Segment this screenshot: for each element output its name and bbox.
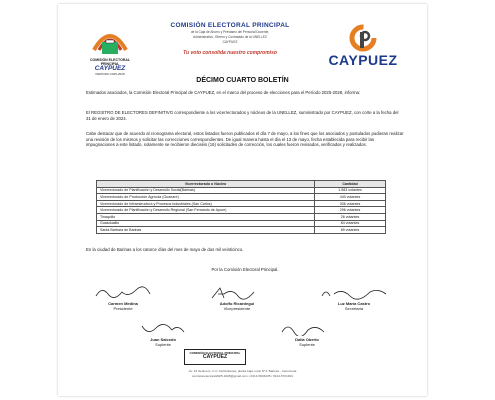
- signature-scribble-icon: [272, 322, 342, 336]
- table-row: [97, 194, 386, 201]
- nucleus-cell: Santa Bárbara de Barinas: [97, 227, 315, 234]
- nucleus-cell: Vicerrectorado de Planificación y Desarrollo Regional (San Fernando de Apure): [97, 207, 315, 214]
- table-header-row: [97, 181, 386, 188]
- table-row: [97, 213, 386, 220]
- document-page: [58, 4, 427, 396]
- signer-name: Adolfo Ricardegui: [219, 301, 255, 306]
- signer-name: Juan Salcedo: [150, 337, 176, 342]
- quantity-cell: 89 votantes: [315, 227, 386, 234]
- table-row: [97, 187, 386, 194]
- footer: [58, 369, 427, 378]
- table-row: [97, 207, 386, 214]
- paragraph-registry: El REGISTRO DE ELECTORES DEFINITIVO correspondiente a los vicerrectorados y núcleos de la UNELLEZ, suministrado por CAYPUEZ, con corte a la fecha del 31 de enero de 2024.: [86, 110, 399, 121]
- signature-vicepresident: [202, 286, 272, 311]
- closing-paragraph: En la ciudad de Barinas a los catorce días del mes de mayo de dos mil veinticinco.: [86, 247, 244, 252]
- quantity-cell: 306 votantes: [315, 200, 386, 207]
- quantity-cell: 296 votantes: [315, 207, 386, 214]
- signer-role: Suplente: [155, 342, 171, 347]
- paragraph-intro: Estimados asociados, la Comisión Electoral Principal de CAYPUEZ, en el marco del proceso de elecciones para el Período 2025-2028, informa:: [86, 90, 361, 95]
- letterhead-title: COMISIÓN ELECTORAL PRINCIPAL: [170, 22, 290, 29]
- left-logo-period: PERIODO 2025-2028: [95, 72, 125, 76]
- signature-secretary: [316, 286, 392, 311]
- letterhead-subtitle-2: Administrativo, Obrero y Contratado de la UNELLEZ: [193, 35, 267, 39]
- signer-name: Luz María Castro: [337, 301, 371, 306]
- signer-role: Vicepresidente: [223, 306, 251, 311]
- commission-logo: [86, 20, 134, 76]
- signed-by: Por la Comisión Electoral Principal.: [211, 267, 279, 272]
- nucleus-cell: Vicerrectorado de Planificación y Desarrollo Social(Barinas): [97, 187, 315, 194]
- quantity-cell: 84 votantes: [315, 220, 386, 227]
- signer-role: Presidente: [113, 306, 133, 311]
- signature-alternate-2: [272, 322, 342, 347]
- signature-alternate-1: [128, 322, 198, 347]
- nucleus-cell: Vicerrectorado de Producción Agrícola (Guanare): [97, 194, 315, 201]
- signer-name: Dalia Oberto: [295, 337, 319, 342]
- voters-table: [96, 180, 386, 234]
- quantity-cell: 1.583 votantes: [315, 187, 386, 194]
- signer-role: Suplente: [299, 342, 315, 347]
- nucleus-cell: Tinaquillo: [97, 213, 315, 220]
- table-row: [97, 220, 386, 227]
- nucleus-cell: Guasdualito: [97, 220, 315, 227]
- column-header-quantity: Cantidad: [315, 181, 386, 188]
- left-logo-brand: CAYPUEZ: [94, 65, 126, 72]
- signature-president: [88, 286, 158, 311]
- signature-scribble-icon: [128, 322, 198, 336]
- footer-address: Av. 23 de Enero, C.C. Doña Eloisa, planta baja, local N°3. Barinas - Venezuela: [188, 369, 297, 373]
- table-row: [97, 200, 386, 207]
- table-row: [97, 227, 386, 234]
- letterhead-subtitle-1: de la Caja de Ahorro y Préstamo del Personal Docente,: [190, 30, 270, 34]
- caypuez-emblem-icon: [323, 24, 403, 52]
- ballot-box-icon: [86, 20, 134, 60]
- letterhead: [140, 22, 320, 56]
- slogan: Tu voto consolida nuestro compromiso: [183, 50, 277, 56]
- letterhead-subtitle-3: CAYPUEZ: [222, 40, 238, 44]
- caypuez-logo: [323, 24, 403, 76]
- caypuez-wordmark: CAYPUEZ: [328, 52, 398, 68]
- signature-scribble-icon: [88, 286, 158, 300]
- stamp-line-1: COMISIÓN ELECTORAL PRINCIPAL: [189, 351, 241, 355]
- quantity-cell: 440 votantes: [315, 194, 386, 201]
- signer-name: Carmen Medina: [108, 301, 138, 306]
- nucleus-cell: Vicerrectorado de Infraestructura y Procesos Industriales (San Carlos): [97, 200, 315, 207]
- official-stamp: [184, 349, 246, 365]
- bulletin-heading: DÉCIMO CUARTO BOLETÍN: [196, 77, 289, 84]
- stamp-line-2: CAYPUEZ: [202, 354, 228, 360]
- left-logo-org: COMISIÓN ELECTORAL PRINCIPAL: [90, 58, 130, 66]
- signature-scribble-icon: [316, 286, 392, 300]
- signature-scribble-icon: [202, 286, 272, 300]
- column-header-nucleus: Vicerrectorado o Núcleo: [97, 181, 315, 188]
- footer-contact: comisionelectoral2025.2028@gmail.com • 0414-5603435 / 0414-5721001: [191, 373, 294, 378]
- signer-role: Secretaria: [344, 306, 364, 311]
- quantity-cell: 26 votantes: [315, 213, 386, 220]
- paragraph-schedule: Cabe destacar que de acuerdo al cronograma electoral, estos listados fueron publicados el día 7 de mayo, a los fines que los asociados y postulados pudieran realizar una revisión de los mismos y solicitar las correcciones correspondientes. De igual manera hasta el día el 13 de mayo, fecha establecida para recibir las impugnaciones a este listado, solamente se recibieron dieciséis (16) solicitudes de corrección, los cuales fueron revisados, verificados y realizados.: [86, 131, 404, 148]
